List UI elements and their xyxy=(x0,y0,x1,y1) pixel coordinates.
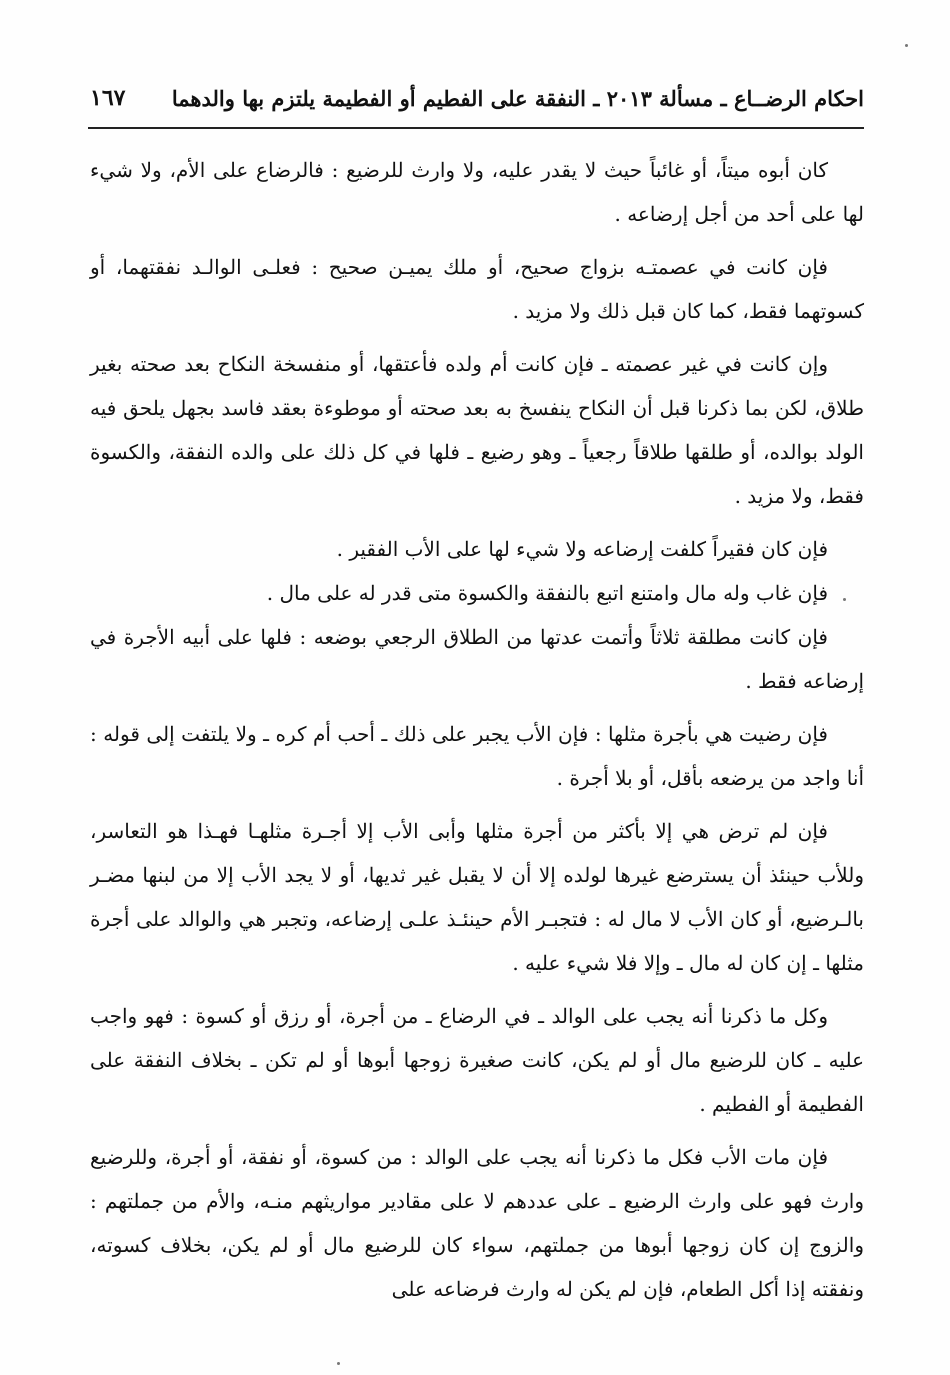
running-header xyxy=(90,78,864,118)
header-title: احكام الرضــاع ـ مسألة ٢٠١٣ ـ النفقة على الفطيم أو الفطيمة يلتزم بها والدهما xyxy=(171,85,864,111)
paragraph: فإن لم ترض هي إلا بأكثر من أجرة مثلها وأبى الأب إلا أجـرة مثلهـا فهـذا هو التعاسر، وللأب حينئذ أن يسترضع غيرها لولده إلا أن لا يقبل غير ثديها، أو لا يجد الأب إلا من لبنها مضـر بالـرضيع، أو كان الأب لا مال له : فتجبـر الأم حينئـذ علـى إرضاعه، وتجبر هي والوالد على أجرة مثلها ـ إن كان له مال ـ وإلا فلا شيء عليه . xyxy=(90,819,864,975)
page-body xyxy=(90,148,864,1320)
scan-speck xyxy=(905,44,908,47)
paragraph: فإن كانت مطلقة ثلاثاً وأتمت عدتها من الطلاق الرجعي بوضعه : فلها على أبيه الأجرة في إرضاعه فقط . xyxy=(90,625,864,693)
scan-speck xyxy=(843,598,846,601)
paragraph: فإن كان فقيراً كلفت إرضاعه ولا شيء لها على الأب الفقير . xyxy=(336,537,828,561)
scan-speck xyxy=(337,1362,340,1365)
paragraph: كان أبوه ميتاً، أو غائباً حيث لا يقدر عليه، ولا وارث للرضيع : فالرضاع على الأم، ولا شيء لها على أحد من أجل إرضاعه . xyxy=(90,158,864,226)
paragraph: فإن كانت في عصمتـه بزواج صحيح، أو ملك يميـن صحيح : فعلـى الوالـد نفقتهما، أو كسوتهما فقط، كما كان قبل ذلك ولا مزيد . xyxy=(90,255,864,323)
paragraph: فإن مات الأب فكل ما ذكرنا أنه يجب على الوالد : من كسوة، أو نفقة، أو أجرة، وللرضيع وارث فهو على وارث الرضيع ـ على عددهم لا على مقادير مواريثهم منـه، والأم من جملتهم : والزوج إن كان زوجها أبوها من جملتهم، سواء كان للرضيع مال أو لم يكن، بخلاف كسوته، ونفقته إذا أكل الطعام، فإن لم يكن له وارث فرضاعه على xyxy=(90,1145,864,1301)
paragraph: وكل ما ذكرنا أنه يجب على الوالد ـ في الرضاع ـ من أجرة، أو رزق أو كسوة : فهو واجب عليه ـ كان للرضيع مال أو لم يكن، كانت صغيرة زوجها أبوها أو لم تكن ـ بخلاف النفقة على الفطيمة أو الفطيم . xyxy=(90,1004,864,1116)
header-divider xyxy=(88,127,864,129)
paragraph: فإن رضيت هي بأجرة مثلها : فإن الأب يجبر على ذلك ـ أحب أم كره ـ ولا يلتفت إلى قوله : أنا واجد من يرضعه بأقل، أو بلا أجرة . xyxy=(90,722,864,790)
page-number: ١٦٧ xyxy=(90,85,126,111)
paragraph: فإن غاب وله مال وامتنع اتبع بالنفقة والكسوة متى قدر له على مال . xyxy=(266,581,828,605)
paragraph: وإن كانت في غير عصمته ـ فإن كانت أم ولده فأعتقها، أو منفسخة النكاح بعد صحته بغير طلاق، لكن بما ذكرنا قبل أن النكاح ينفسخ به بعد صحته أو موطوءة بعقد فاسد بجهل يلحق فيه الولد بوالده، أو طلقها طلاقاً رجعياً ـ وهو رضيع ـ فلها في كل ذلك على والده النفقة، والكسوة فقط، ولا مزيد . xyxy=(90,352,864,508)
